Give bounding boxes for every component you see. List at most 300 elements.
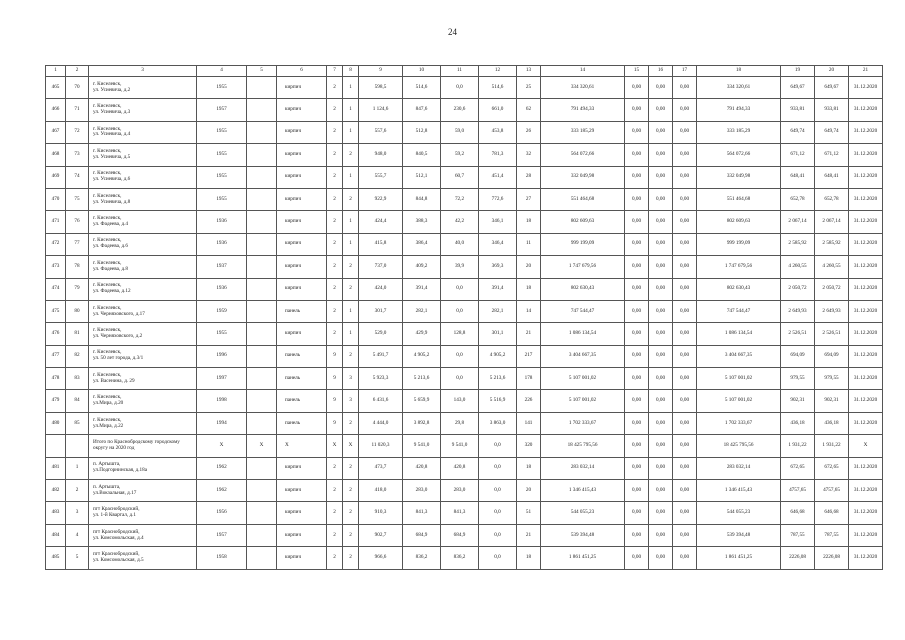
column-header: 9 [359, 66, 403, 77]
table-cell: 2 526,51 [815, 323, 849, 345]
table-cell: 0,00 [673, 256, 697, 278]
table-cell: 0,0 [441, 368, 479, 390]
table-cell: 21 [517, 524, 541, 546]
column-header: 2 [66, 66, 89, 77]
table-cell: 802 630,43 [541, 278, 625, 300]
table-cell: 31.12.2020 [849, 524, 883, 546]
table-cell: 31.12.2020 [849, 121, 883, 143]
table-cell: 1955 [197, 323, 247, 345]
table-cell: 2 050,72 [815, 278, 849, 300]
table-cell: 1955 [197, 121, 247, 143]
table-row [46, 502, 883, 524]
address-cell: п. Артышта, ул.Подгорнинская, д.18а [89, 457, 197, 479]
table-cell: 3 404 667,35 [697, 345, 781, 367]
table-cell: 483 [46, 502, 66, 524]
table-cell: 2226,08 [781, 547, 815, 569]
table-cell: 661,0 [479, 99, 517, 121]
table-cell: 0,00 [625, 300, 649, 322]
table-cell: 31.12.2020 [849, 547, 883, 569]
table-cell: 2 067,14 [815, 211, 849, 233]
table-cell: 76 [66, 211, 89, 233]
table-cell: 3 404 667,35 [541, 345, 625, 367]
table-cell: 2 [327, 256, 343, 278]
table-cell: 999 199,09 [697, 233, 781, 255]
table-cell: 471 [46, 211, 66, 233]
table-cell: 282,1 [479, 300, 517, 322]
table-cell [247, 300, 277, 322]
column-header: 14 [541, 66, 625, 77]
table-cell: 28 [517, 166, 541, 188]
table-cell [247, 77, 277, 99]
table-cell: 477 [46, 345, 66, 367]
table-cell: 0,00 [625, 345, 649, 367]
table-cell: 0,00 [673, 99, 697, 121]
table-cell: 451,4 [479, 166, 517, 188]
table-cell: 4 905,2 [403, 345, 441, 367]
table-cell: X [327, 435, 343, 457]
address-cell: г. Киселевск, ул. Усиевича, д.6 [89, 166, 197, 188]
table-cell: 9 [327, 412, 343, 434]
table-cell: 18 [517, 547, 541, 569]
table-cell: 334 320,61 [697, 77, 781, 99]
table-cell: 844,8 [403, 188, 441, 210]
table-cell: 529,0 [359, 323, 403, 345]
table-cell: 1955 [197, 77, 247, 99]
table-cell: 0,00 [625, 480, 649, 502]
material-cell: кирпич [277, 457, 327, 479]
table-cell: 1957 [197, 524, 247, 546]
table-cell: X [247, 435, 277, 457]
table-cell: 1959 [197, 300, 247, 322]
table-cell: 20 [517, 256, 541, 278]
table-cell: 4 [66, 524, 89, 546]
table-cell: 31.12.2020 [849, 211, 883, 233]
table-cell: 128,8 [441, 323, 479, 345]
table-cell: 424,0 [359, 278, 403, 300]
column-header: 7 [327, 66, 343, 77]
material-cell: панель [277, 368, 327, 390]
address-cell: г. Киселевск, ул. Фадеева, д.12 [89, 278, 197, 300]
table-cell: 0,00 [673, 524, 697, 546]
table-cell: 0,00 [625, 121, 649, 143]
table-cell: 0,00 [625, 412, 649, 434]
table-cell: 369,3 [479, 256, 517, 278]
table-cell: 282,1 [403, 300, 441, 322]
table-cell: 59,2 [441, 144, 479, 166]
table-cell: 484 [46, 524, 66, 546]
table-cell: 78 [66, 256, 89, 278]
table-cell: 0,0 [479, 480, 517, 502]
table-cell: 0,00 [673, 278, 697, 300]
table-cell: 0,00 [649, 502, 673, 524]
table-cell: 0,00 [625, 99, 649, 121]
table-cell: 283,0 [441, 480, 479, 502]
table-cell: 1 [343, 323, 359, 345]
table-cell: 0,00 [673, 188, 697, 210]
table-cell: 2 [343, 524, 359, 546]
table-cell [247, 188, 277, 210]
table-cell: 71 [66, 99, 89, 121]
address-cell: г. Киселевск, ул. Черняховского, д.17 [89, 300, 197, 322]
table-cell: 557,6 [359, 121, 403, 143]
table-cell: 391,4 [479, 278, 517, 300]
table-cell: 333 185,29 [541, 121, 625, 143]
table-cell: 5 516,9 [479, 390, 517, 412]
table-cell: 646,68 [815, 502, 849, 524]
table-cell: 481 [46, 457, 66, 479]
table-cell: 551 464,68 [697, 188, 781, 210]
table-cell: 847,6 [403, 99, 441, 121]
table-row [46, 345, 883, 367]
table-cell: 5 213,6 [479, 368, 517, 390]
table-cell: 1 861 451,25 [541, 547, 625, 569]
table-cell: 0,00 [625, 323, 649, 345]
table-cell: 1 346 415,43 [541, 480, 625, 502]
table-cell: 1936 [197, 278, 247, 300]
table-cell: 1 702 333,67 [697, 412, 781, 434]
table-cell: 0,00 [673, 547, 697, 569]
table-cell: 0,00 [673, 412, 697, 434]
address-cell: г. Киселевск, ул.Мира, д.22 [89, 412, 197, 434]
table-cell: 1 747 679,56 [541, 256, 625, 278]
table-cell: 1936 [197, 233, 247, 255]
table-cell: 2 526,51 [781, 323, 815, 345]
table-row [46, 390, 883, 412]
table-cell: 0,00 [649, 547, 673, 569]
table-cell: 2 [327, 99, 343, 121]
table-cell: 40,0 [441, 233, 479, 255]
table-cell: 802 609,63 [697, 211, 781, 233]
table-cell: 4 260,55 [781, 256, 815, 278]
table-cell: 0,00 [649, 345, 673, 367]
table-cell: 143,0 [441, 390, 479, 412]
table-cell: 646,68 [781, 502, 815, 524]
table-cell: 598,5 [359, 77, 403, 99]
table-cell: 74 [66, 166, 89, 188]
column-header: 11 [441, 66, 479, 77]
table-cell: 0,00 [649, 256, 673, 278]
table-cell: 1962 [197, 457, 247, 479]
table-cell: 0,0 [479, 524, 517, 546]
table-cell: 0,00 [673, 121, 697, 143]
address-cell: г. Киселевск, ул. Усиевича, д.2 [89, 77, 197, 99]
material-cell: кирпич [277, 524, 327, 546]
table-cell: 772,6 [479, 188, 517, 210]
address-cell: г. Киселевск, ул. Фадеева, д.4 [89, 211, 197, 233]
material-cell: кирпич [277, 144, 327, 166]
table-row [46, 233, 883, 255]
column-header: 13 [517, 66, 541, 77]
table-cell: 0,00 [649, 144, 673, 166]
table-cell: 1 [343, 77, 359, 99]
material-cell: X [277, 435, 327, 457]
table-cell: 694,09 [815, 345, 849, 367]
address-cell: г. Киселевск, ул. Усиевича, д.3 [89, 99, 197, 121]
table-cell: 0,00 [649, 166, 673, 188]
table-cell: 470 [46, 188, 66, 210]
table-cell: 51 [517, 502, 541, 524]
table-cell: 6 431,6 [359, 390, 403, 412]
table-cell: 3 863,0 [479, 412, 517, 434]
table-cell: 512,8 [403, 121, 441, 143]
table-row [46, 278, 883, 300]
table-cell [247, 323, 277, 345]
table-cell: 391,4 [403, 278, 441, 300]
table-cell: 1 931,22 [815, 435, 849, 457]
table-cell [247, 524, 277, 546]
table-cell: 652,78 [815, 188, 849, 210]
table-cell: 0,00 [649, 412, 673, 434]
table-cell: 2 [327, 211, 343, 233]
table-cell: 2 [343, 278, 359, 300]
table-cell: 0,00 [649, 77, 673, 99]
table-cell: 0,00 [649, 323, 673, 345]
table-cell: 2 067,14 [781, 211, 815, 233]
table-cell: 0,00 [625, 390, 649, 412]
table-row [46, 323, 883, 345]
table-cell: 4757,65 [781, 480, 815, 502]
table-cell: 649,74 [815, 121, 849, 143]
table-cell: 18 [517, 457, 541, 479]
table-cell: 0,00 [625, 502, 649, 524]
table-cell: 1994 [197, 412, 247, 434]
table-cell: 0,00 [649, 278, 673, 300]
table-cell: 230,6 [441, 99, 479, 121]
table-cell: 26 [517, 121, 541, 143]
table-cell: 564 072,66 [697, 144, 781, 166]
table-cell: 320 [517, 435, 541, 457]
table-cell: 649,74 [781, 121, 815, 143]
table-cell: 39,9 [441, 256, 479, 278]
table-cell: 1 702 333,67 [541, 412, 625, 434]
table-cell: 2 [327, 300, 343, 322]
table-cell: 672,65 [781, 457, 815, 479]
table-cell: 283 032,14 [697, 457, 781, 479]
table-cell: 2 585,92 [781, 233, 815, 255]
table-cell: X [343, 435, 359, 457]
table-cell: 467 [46, 121, 66, 143]
table-cell [247, 233, 277, 255]
table-cell: 346,1 [479, 211, 517, 233]
column-header: 5 [247, 66, 277, 77]
table-cell: 0,00 [673, 502, 697, 524]
table-cell: 18 [517, 278, 541, 300]
table-cell: 1996 [197, 345, 247, 367]
material-cell: кирпич [277, 256, 327, 278]
table-cell: 5 491,7 [359, 345, 403, 367]
table-cell: 2 [327, 502, 343, 524]
table-cell: 2 [327, 77, 343, 99]
table-cell: 429,9 [403, 323, 441, 345]
table-cell: 539 394,48 [697, 524, 781, 546]
table-cell: 841,3 [441, 502, 479, 524]
table-cell: 31.12.2020 [849, 368, 883, 390]
table-cell: 0,00 [625, 166, 649, 188]
table-cell: 1 747 679,56 [697, 256, 781, 278]
table-cell: 1936 [197, 211, 247, 233]
table-cell: 453,8 [479, 121, 517, 143]
page-number: 24 [448, 27, 457, 37]
column-header: 3 [89, 66, 197, 77]
table-cell: 5 107 001,02 [697, 390, 781, 412]
table-cell: 27 [517, 188, 541, 210]
table-cell: 1955 [197, 166, 247, 188]
table-cell: 81 [66, 323, 89, 345]
table-cell: 684,9 [403, 524, 441, 546]
table-cell: 334 320,61 [541, 77, 625, 99]
table-cell: 791 494,33 [541, 99, 625, 121]
table-cell: 2 [66, 480, 89, 502]
table-cell: 60,7 [441, 166, 479, 188]
table-cell: 684,9 [441, 524, 479, 546]
table-row [46, 121, 883, 143]
address-cell: пгт Краснобродский, ул. 1-й Квартал, д.1 [89, 502, 197, 524]
table-cell: 1 [343, 99, 359, 121]
table-cell: 283,0 [403, 480, 441, 502]
table-cell: 226 [517, 390, 541, 412]
table-cell: 948,0 [359, 144, 403, 166]
table-cell: 31.12.2020 [849, 278, 883, 300]
address-cell: г. Киселевск, ул.Мира, д.20 [89, 390, 197, 412]
address-cell: г. Киселевск, ул. Фадеева, д.6 [89, 233, 197, 255]
address-cell: г. Киселевск, ул. Усиевича, д.5 [89, 144, 197, 166]
table-cell: 466 [46, 99, 66, 121]
table-cell: 31.12.2020 [849, 345, 883, 367]
table-cell: 836,2 [403, 547, 441, 569]
table-cell: 0,00 [673, 211, 697, 233]
table-cell: 2 [327, 547, 343, 569]
table-cell: 18 425 795,56 [697, 435, 781, 457]
table-cell: 0,0 [441, 278, 479, 300]
table-row [46, 256, 883, 278]
table-cell: 2 [343, 480, 359, 502]
table-cell: 802 630,43 [697, 278, 781, 300]
address-cell: п. Артышта, ул.Вокзальная, д.17 [89, 480, 197, 502]
table-cell: 1 124,6 [359, 99, 403, 121]
table-cell: 0,00 [649, 390, 673, 412]
table-cell: 1955 [197, 188, 247, 210]
table-cell: 9 541,0 [441, 435, 479, 457]
table-cell: 0,0 [479, 457, 517, 479]
table-cell: 472 [46, 233, 66, 255]
table-cell: 999 199,09 [541, 233, 625, 255]
table-cell: 1 086 134,54 [541, 323, 625, 345]
table-row [46, 166, 883, 188]
table-cell: 2 050,72 [781, 278, 815, 300]
table-cell: 2 [327, 480, 343, 502]
table-cell: 902,31 [815, 390, 849, 412]
table-cell: 9 [327, 345, 343, 367]
table-cell: 0,0 [479, 435, 517, 457]
table-cell: 217 [517, 345, 541, 367]
table-cell: 0,00 [625, 524, 649, 546]
table-row [46, 300, 883, 322]
table-cell: 2 [343, 345, 359, 367]
table-cell: 0,00 [625, 211, 649, 233]
table-cell: 42,2 [441, 211, 479, 233]
column-header: 18 [697, 66, 781, 77]
table-cell: 737,0 [359, 256, 403, 278]
table-row [46, 77, 883, 99]
table-cell: 933,81 [815, 99, 849, 121]
table-cell: 0,00 [625, 457, 649, 479]
table-cell: 2 [327, 323, 343, 345]
column-header: 8 [343, 66, 359, 77]
table-cell [247, 480, 277, 502]
material-cell: кирпич [277, 480, 327, 502]
registry-table [45, 65, 883, 570]
table-cell: 469 [46, 166, 66, 188]
table-cell: 0,00 [673, 233, 697, 255]
table-cell: 3 [66, 502, 89, 524]
table-row [46, 524, 883, 546]
table-cell [247, 457, 277, 479]
table-cell: 473 [46, 256, 66, 278]
table-cell: 2 [327, 188, 343, 210]
table-cell: 70 [66, 77, 89, 99]
table-cell: 0,00 [673, 368, 697, 390]
table-cell: 415,8 [359, 233, 403, 255]
address-cell: г. Киселевск, ул. Усиевича, д.4 [89, 121, 197, 143]
table-cell: 0,00 [625, 368, 649, 390]
table-cell: 31.12.2020 [849, 480, 883, 502]
table-row [46, 547, 883, 569]
table-cell: 910,3 [359, 502, 403, 524]
table-cell: 2 [343, 547, 359, 569]
table-cell: 3 [343, 368, 359, 390]
table-cell: 0,0 [479, 547, 517, 569]
table-row [46, 99, 883, 121]
table-row [46, 144, 883, 166]
table-cell: 485 [46, 547, 66, 569]
header-row [46, 66, 883, 77]
table-cell: 672,65 [815, 457, 849, 479]
table-cell: 178 [517, 368, 541, 390]
table-row [46, 211, 883, 233]
table-cell: 301,7 [359, 300, 403, 322]
material-cell: кирпич [277, 211, 327, 233]
table-cell [247, 368, 277, 390]
table-cell: 2 585,92 [815, 233, 849, 255]
table-cell: 514,6 [403, 77, 441, 99]
table-cell: 475 [46, 300, 66, 322]
table-cell: 1 086 134,54 [697, 323, 781, 345]
table-cell: 0,00 [625, 547, 649, 569]
table-cell: 5 107 001,02 [697, 368, 781, 390]
address-cell: Итого по Краснобродскому городскому округу на 2020 год [89, 435, 197, 457]
table-cell: 5 [66, 547, 89, 569]
table-cell: 4 444,0 [359, 412, 403, 434]
table-cell: 474 [46, 278, 66, 300]
table-cell: 476 [46, 323, 66, 345]
table-cell: 333 185,29 [697, 121, 781, 143]
table-cell: 1958 [197, 547, 247, 569]
table-cell [66, 435, 89, 457]
table-cell: 332 049,98 [697, 166, 781, 188]
table-cell: 1962 [197, 480, 247, 502]
table-cell: 933,81 [781, 99, 815, 121]
table-cell: 0,00 [673, 457, 697, 479]
table-cell: X [849, 435, 883, 457]
table-cell: 2 [343, 412, 359, 434]
table-cell: 32 [517, 144, 541, 166]
table-cell: 18 [517, 211, 541, 233]
table-cell: 0,0 [441, 77, 479, 99]
table-cell: 478 [46, 368, 66, 390]
table-cell: 2 649,93 [815, 300, 849, 322]
table-cell: 420,8 [403, 457, 441, 479]
material-cell: панель [277, 412, 327, 434]
